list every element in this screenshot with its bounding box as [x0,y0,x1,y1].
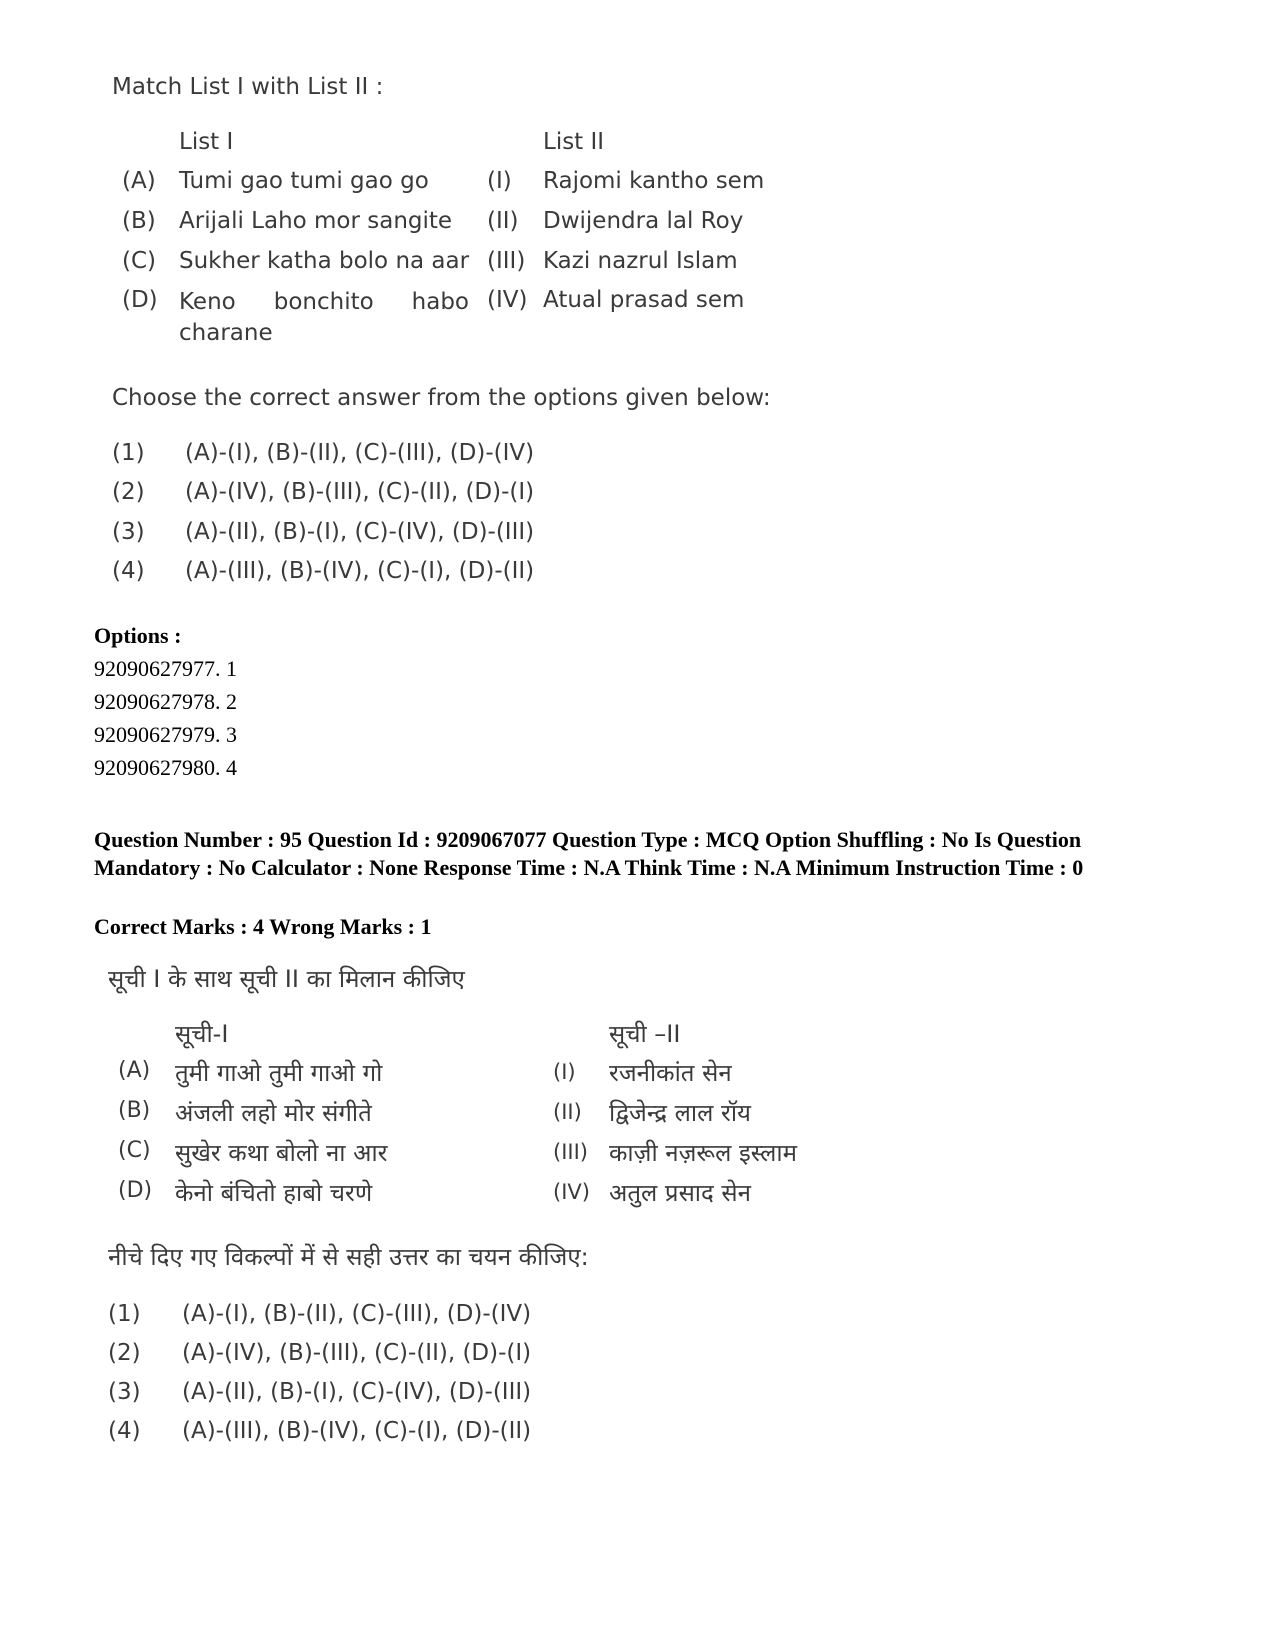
en-row-left: Keno bonchito habo charane [179,289,469,346]
hi-row-right: रजनीकांत सेन [609,1059,732,1087]
en-row-left: Arijali Laho mor sangite [179,208,453,234]
hi-intro: सूची I के साथ सूची II का मिलान कीजिए [108,965,465,993]
hi-answer-text: (A)-(IV), (B)-(III), (C)-(II), (D)-(I) [182,1340,532,1366]
en-intro: Match List I with List II : [112,74,384,100]
hi-choose-instruction: नीचे दिए गए विकल्पों में से सही उत्तर का चयन कीजिए: [108,1243,589,1271]
en-row-right: Dwijendra lal Roy [543,208,744,234]
hi-list1-header: सूची-I [175,1020,229,1048]
hi-row-left: सुखेर कथा बोलो ना आर [175,1139,388,1167]
en-answer-number: (1) [112,440,145,466]
hi-row-right: द्विजेन्द्र लाल रॉय [609,1099,751,1127]
question-meta: Question Number : 95 Question Id : 9209067077 Question Type : MCQ Option Shuffling : No Is Question Mandatory : No Calculator : None Response Time : N.A Think Time : N.A Minimum Instruction Time : 0 [94,827,1084,880]
en-list1-header: List I [179,129,234,155]
hi-answer-text: (A)-(III), (B)-(IV), (C)-(I), (D)-(II) [182,1418,532,1444]
en-row-roman: (IV) [487,287,528,313]
hi-row-roman: (I) [553,1060,576,1084]
en-row-roman: (III) [487,248,526,274]
hi-row-left: केनो बंचितो हाबो चरणे [175,1179,373,1207]
hi-row-right: अतुल प्रसाद सेन [609,1179,751,1207]
en-list2-header: List II [543,129,605,155]
hi-row-roman: (II) [553,1100,582,1124]
en-choose-instruction: Choose the correct answer from the options given below: [112,385,771,411]
hi-row-label: (C) [118,1138,151,1163]
hi-row-roman: (IV) [553,1180,590,1204]
en-answer-number: (2) [112,479,145,505]
option-item: 92090627980. 4 [94,755,237,780]
hi-row-label: (D) [118,1178,153,1203]
en-row-roman: (I) [487,168,512,194]
hi-row-label: (A) [118,1058,151,1083]
en-row-label: (C) [122,248,157,274]
en-row-roman: (II) [487,208,519,234]
option-item: 92090627979. 3 [94,722,237,747]
option-item: 92090627977. 1 [94,656,237,681]
en-row-label: (A) [122,168,156,194]
en-row-right: Atual prasad sem [543,287,745,313]
hi-answer-number: (1) [108,1301,141,1327]
en-row-label: (B) [122,208,156,234]
en-row-right: Kazi nazrul Islam [543,248,738,274]
question-marks: Correct Marks : 4 Wrong Marks : 1 [94,914,432,939]
hi-row-roman: (III) [553,1140,588,1164]
en-answer-number: (4) [112,558,145,584]
en-answer-text: (A)-(II), (B)-(I), (C)-(IV), (D)-(III) [185,519,535,545]
en-answer-text: (A)-(IV), (B)-(III), (C)-(II), (D)-(I) [185,479,535,505]
hi-row-left: अंजली लहो मोर संगीते [175,1099,372,1127]
hi-answer-text: (A)-(II), (B)-(I), (C)-(IV), (D)-(III) [182,1379,532,1405]
hi-answer-number: (3) [108,1379,141,1405]
hi-answer-number: (2) [108,1340,141,1366]
hi-row-label: (B) [118,1098,151,1123]
en-answer-number: (3) [112,519,145,545]
en-answer-text: (A)-(I), (B)-(II), (C)-(III), (D)-(IV) [185,440,535,466]
option-item: 92090627978. 2 [94,689,237,714]
en-row-right: Rajomi kantho sem [543,168,765,194]
hi-list2-header: सूची –II [609,1020,681,1048]
en-row-left: Sukher katha bolo na aar [179,248,470,274]
en-row-label: (D) [122,287,158,313]
options-label: Options : [94,623,182,648]
en-row-left: Tumi gao tumi gao go [179,168,429,194]
hi-row-left: तुमी गाओ तुमी गाओ गो [175,1059,383,1087]
en-answer-text: (A)-(III), (B)-(IV), (C)-(I), (D)-(II) [185,558,535,584]
hi-row-right: काज़ी नज़रूल इस्लाम [609,1139,797,1167]
hi-answer-text: (A)-(I), (B)-(II), (C)-(III), (D)-(IV) [182,1301,532,1327]
hi-answer-number: (4) [108,1418,141,1444]
